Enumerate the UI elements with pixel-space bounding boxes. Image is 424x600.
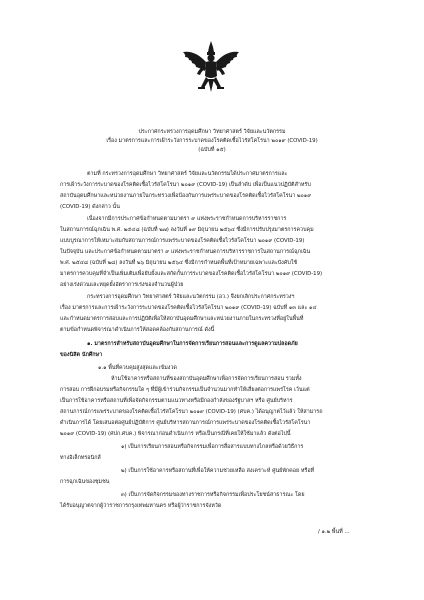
paragraph-line: เรื่อง มาตรการและการเฝ้าระวังการระบาดของโรคติดเชื้อไวรัสโคโรนา ๒๐๑๙ (COVID-19) ฉบับที่ ๑๓ และ ๑๔ [60,305,317,311]
subsection-heading: ๑.๑ พื้นที่ควบคุมสูงสุดและเข้มงวด [98,365,177,371]
paragraph-line: กระทรวงการอุดมศึกษา วิทยาศาสตร์ วิจัยและนวัตกรรม (อว.) จึงยกเลิกประกาศกระทรวงฯ [87,294,295,300]
paragraph-line: และกำหนดมาตรการสอบและการปฏิบัติเพื่อให้สถาบันอุดมศึกษาและหน่วยงานภายในกระทรวงที่อยู่ในพื้นที่ [60,316,304,322]
notice-title: ประกาศกระทรวงการอุดมศึกษา วิทยาศาสตร์ วิจัยและนวัตกรรม [138,129,286,135]
paragraph-line: สถาบันอุดมศึกษาและหน่วยงานภายในกระทรวงเพื่อป้องกันการแพร่ระบาดของโรคติดเชื้อไวรัสโคโรนา ๒๐๑๙ [60,193,312,199]
paragraph-line: การสอบ การฝึกอบรมหรือกิจกรรมใด ๆ ที่มีผู้เข้าร่วมกิจกรรมเป็นจำนวนมากทำให้เสี่ยงต่อการแพร่โรค เว้นแต่ [60,387,310,393]
paragraph-line: ตามข้อกำหนดพิจารณาดำเนินการให้สอดคล้องกับสถานการณ์ ดังนี้ [60,327,215,333]
list-item-continuation: ได้รับอนุญาตจากผู้ว่าราชการกรุงเทพมหานคร หรือผู้ว่าราชการจังหวัด [60,503,222,509]
paragraph-line: สถานการณ์การแพร่ระบาดของโรคติดเชื้อไวรัสโคโรนา ๒๐๑๙ (COVID-19) (ศบค.) ได้อนุญาตไว้แล้ว ให้สามารถ [60,409,323,415]
notice-subject: เรื่อง มาตรการและการเฝ้าระวังการระบาดของโรคติดเชื้อไวรัสโคโรนา ๒๐๑๙ (COVID-19) [106,138,318,144]
paragraph-line: ๒๐๑๙ (COVID-19) (ศปก.ศบค.) พิจารณาก่อนดำเนินการ หรือเป็นกรณีที่เคยให้ใช้มาแล้ว ดังต่อไปนี้ [60,431,291,437]
section-heading: ๑. มาตรการสำหรับสถาบันอุดมศึกษาในการจัดการเรียนการสอนและการดูแลความปลอดภัย [87,341,298,347]
paragraph-line: เนื่องจากมีการประกาศข้อกำหนดตามมาตรา ๙ แห่งพระราชกำหนดการบริหารราชการ [87,216,287,222]
list-item: ๑) เป็นการเรียนการสอนหรือกิจกรรมเพื่อการสื่อสารแบบทางไกลหรือด้วยวิธีการ [121,444,304,450]
paragraph-line: พ.ศ. ๒๕๔๘ (ฉบับที่ ๒๘) ลงวันที่ ๒๖ มิถุนายน ๒๕๖๔ ซึ่งมีการกำหนดพื้นที่เป้าหมายเฉพาะและบังคับใช้ [60,260,298,266]
paragraph-line: ในสถานการณ์ฉุกเฉิน พ.ศ. ๒๕๔๘ (ฉบับที่ ๒๗) ลงวันที่ ๑๙ มิถุนายน ๒๕๖๔ ซึ่งมีการปรับปรุงมาตรการควบคุม [60,227,314,233]
notice-edition: (ฉบับที่ ๑๕) [198,147,226,153]
continuation-marker: / ๑.๒ พื้นที่ ... [318,529,350,535]
paragraph-line: ดำเนินการได้ โดยเสนอต่อศูนย์ปฏิบัติการ ศูนย์บริหารสถานการณ์การแพร่ระบาดของโรคติดเชื้อไวรัสโคโรนา [60,420,311,426]
paragraph-line: อย่างเร่งด่วนและหยุดยั้งอัตราการเร่งของจำนวนผู้ป่วย [60,282,184,288]
list-item: ๒) เป็นการใช้อาคารหรือสถานที่เพื่อให้ความช่วยเหลือ สงเคราะห์ ศูนย์พักคอย หรือที่ [121,468,315,474]
paragraph-line: มาตรการควบคุมที่จำเป็นเพิ่มเติมเพื่อยับยั้งและสกัดกั้นการระบาดของโรคติดเชื้อไวรัสโคโรนา ๒๐๑๙ (COVID-19) [60,271,323,277]
paragraph-line: ตามที่ กระทรวงการอุดมศึกษา วิทยาศาสตร์ วิจัยและนวัตกรรมได้ประกาศมาตรการและ [87,171,288,177]
list-item: ๓) เป็นการจัดกิจกรรมของทางราชการหรือกิจกรรมเพื่อประโยชน์สาธารณะ โดย [121,492,305,498]
list-item-continuation: ทางอิเล็กทรอนิกส์ [60,455,101,461]
paragraph-line: การเฝ้าระวังการระบาดของโรคติดเชื้อไวรัสโคโรนา ๒๐๑๙ (COVID-19) เป็นลำดับ เพื่อเป็นแนวปฏิบัติสำหรับ [60,182,311,188]
paragraph-line: (COVID-19) ดังกล่าว นั้น [60,204,120,210]
garuda-emblem-icon [180,40,242,102]
section-heading: ของนิสิต นักศึกษา [60,352,103,358]
list-item-continuation: การฉุกเฉินของชุมชน [60,479,110,485]
paragraph-line: ห้ามใช้อาคารหรือสถานที่ของสถาบันอุดมศึกษาเพื่อการจัดการเรียนการสอน รวมทั้ง [111,376,302,382]
paragraph-line: เป็นการใช้อาคารหรือสถานที่เพื่อจัดกิจกรรมตามแนวทางหรือมีกองกำลังของรัฐบาลฯ หรือ ศูนย์บริหาร [60,398,293,404]
paragraph-line: ในปัจจุบัน และประกาศข้อกำหนดตามมาตรา ๙ แห่งพระราชกำหนดการบริหารราชการในสถานการณ์ฉุกเฉิน [60,249,311,255]
paragraph-line: แบบบูรณาการให้เหมาะสมกับสถานการณ์การแพร่ระบาดของโรคติดเชื้อไวรัสโคโรนา ๒๐๑๙ (COVID-19) [60,238,305,244]
